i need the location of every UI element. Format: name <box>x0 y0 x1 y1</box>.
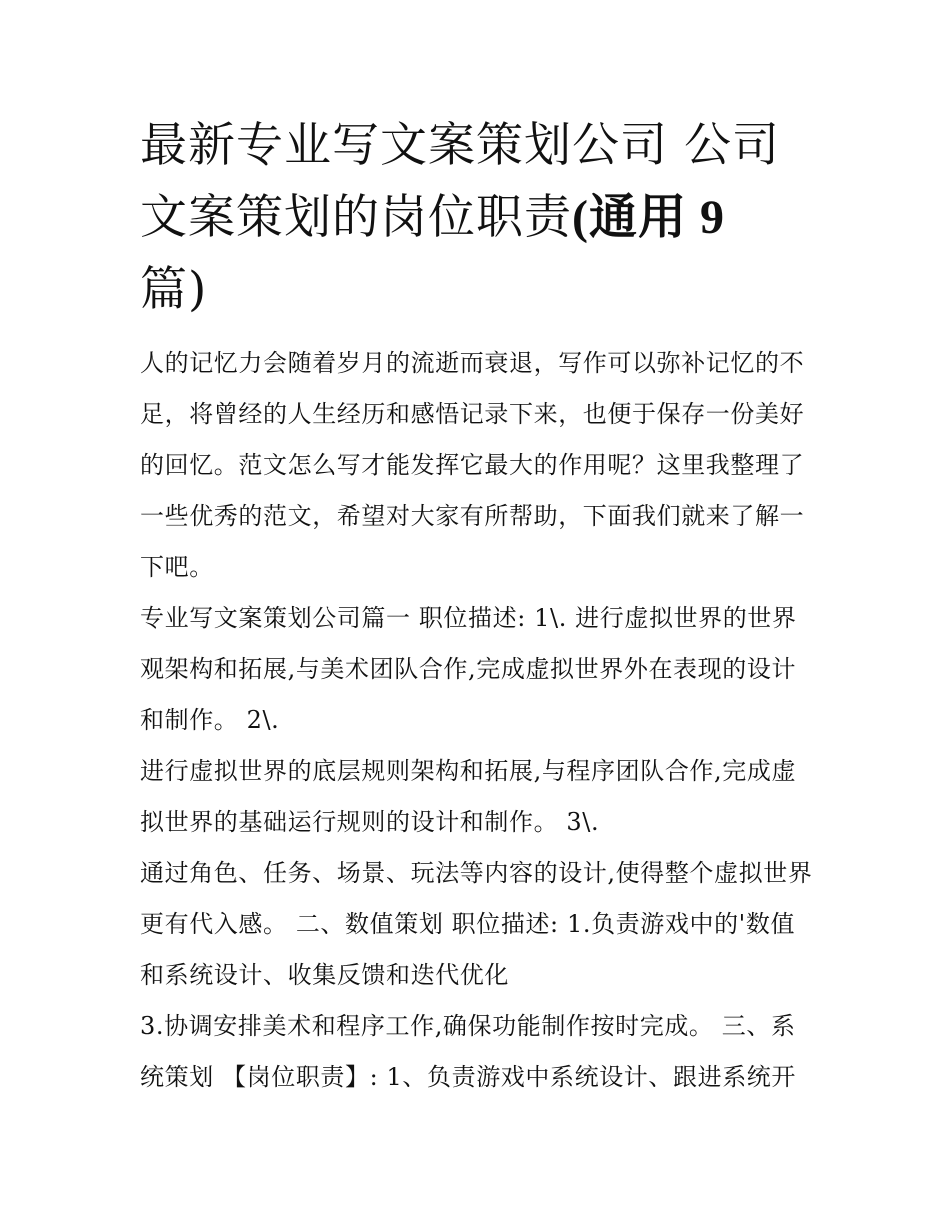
document-body <box>140 338 816 1103</box>
document-title <box>140 110 816 326</box>
document-page <box>140 110 816 1103</box>
body-paragraph-job-description-2: 进行虚拟世界的底层规则架构和拓展,与程序团队合作,完成虚拟世界的基础运行规则的设计和制作。 3\. <box>140 757 797 836</box>
body-paragraph-job-description-4: 3.协调安排美术和程序工作,确保功能制作按时完成。 三、系统策划 【岗位职责】: 1、负责游戏中系统设计、跟进系统开 <box>140 1012 797 1091</box>
body-paragraph-job-description-1: 专业写文案策划公司篇一 职位描述: 1\. 进行虚拟世界的世界观架构和拓展,与美术团队合作,完成虚拟世界外在表现的设计和制作。 2\. <box>140 604 797 734</box>
body-paragraph-job-description-3: 通过角色、任务、场景、玩法等内容的设计,使得整个虚拟世界更有代入感。 二、数值策划 职位描述: 1.负责游戏中的'数值和系统设计、收集反馈和迭代优化 <box>140 859 813 989</box>
title-text-part-1: 最新专业写文案策划公司 公司文案策划的岗位职责 <box>140 118 780 245</box>
title-text-part-3: 篇) <box>140 262 208 317</box>
body-paragraph-intro: 人的记忆力会随着岁月的流逝而衰退，写作可以弥补记忆的不足，将曾经的人生经历和感悟记录下来，也便于保存一份美好的回忆。范文怎么写才能发挥它最大的作用呢？这里我整理了一些优秀的范文，希望对大家有所帮助，下面我们就来了解一下吧。 <box>140 349 805 581</box>
title-text-part-2: (通用 9 <box>572 191 725 244</box>
